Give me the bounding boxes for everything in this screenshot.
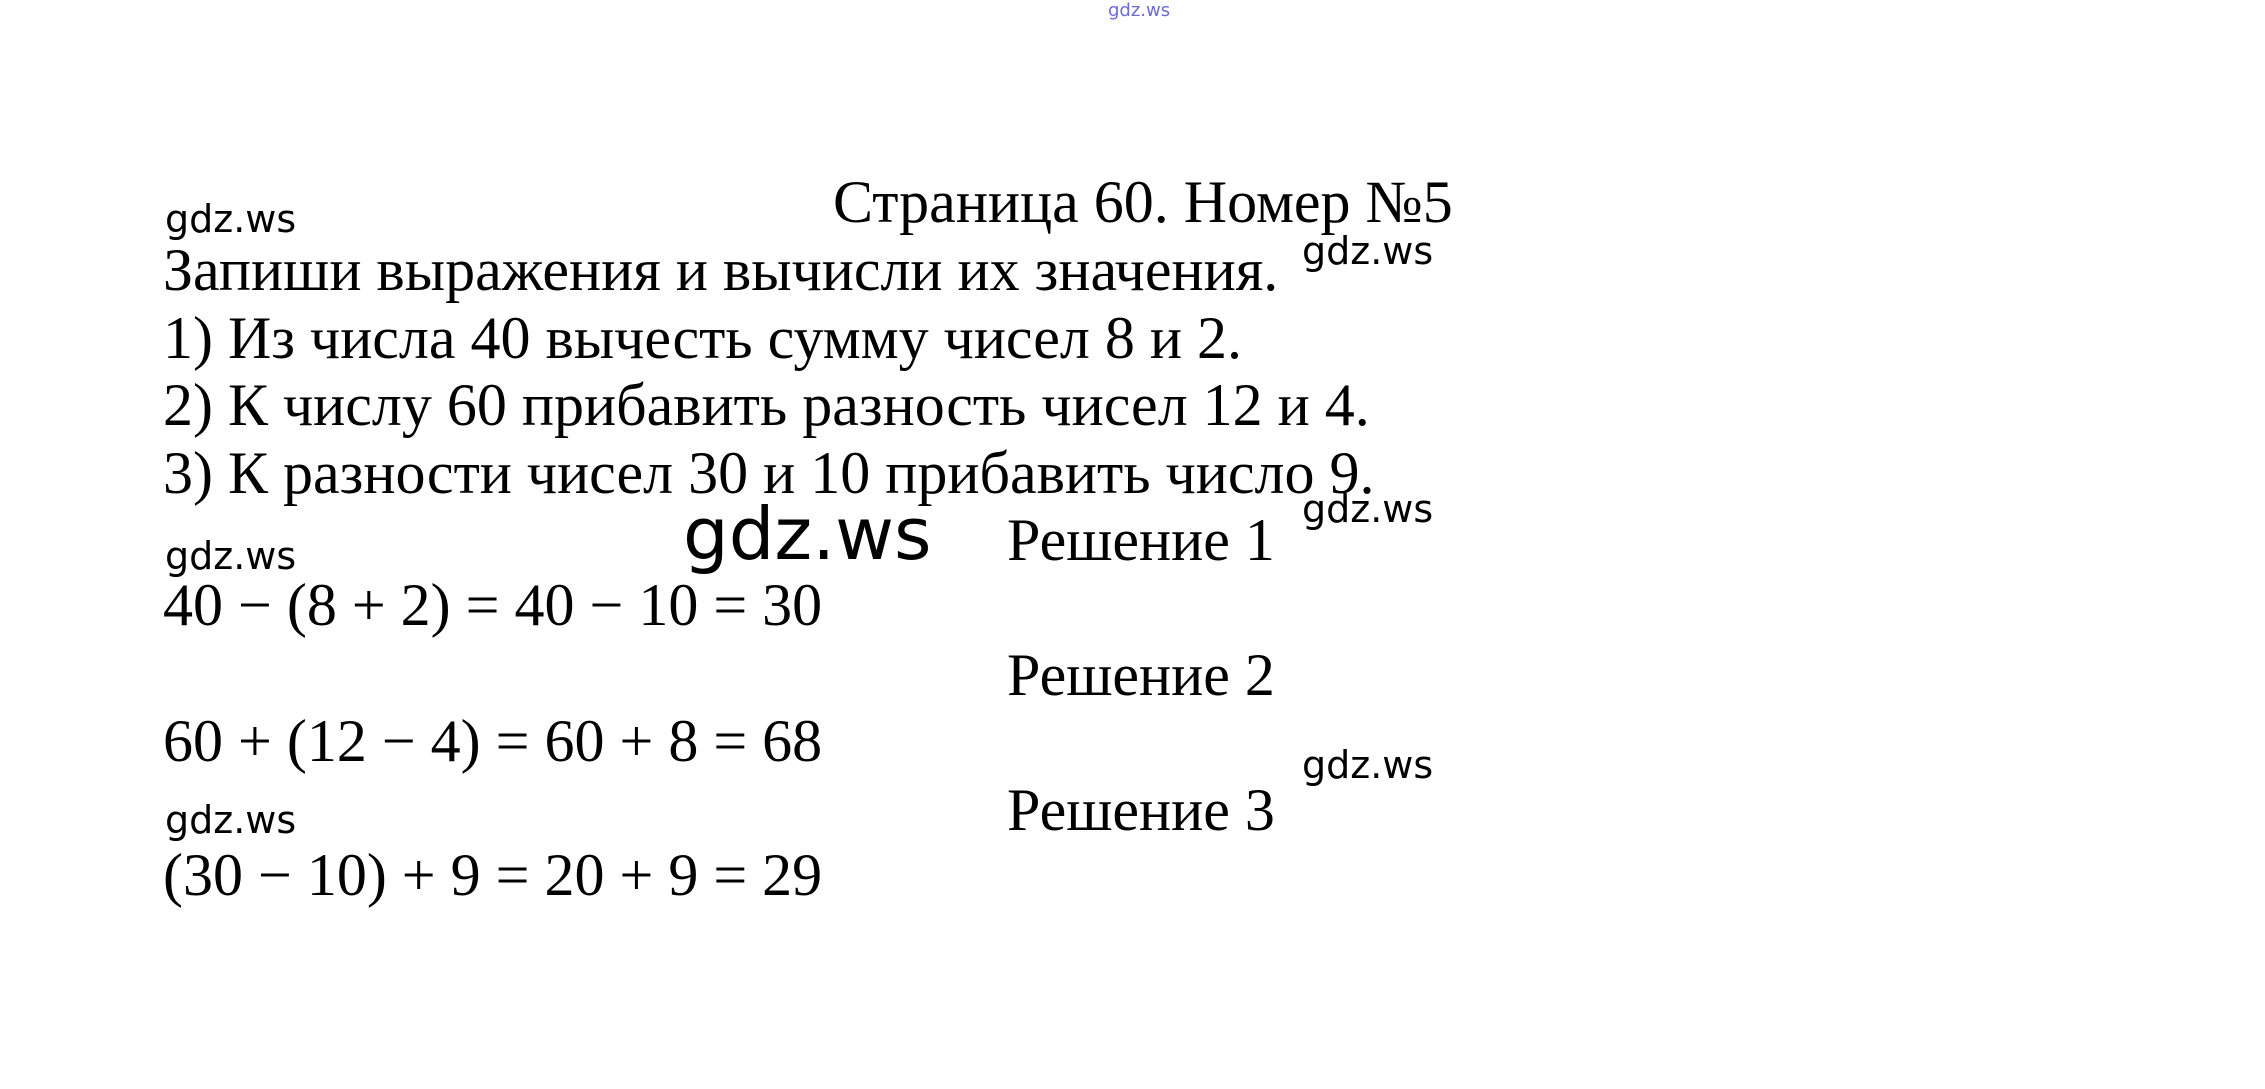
task-item: 1) Из числа 40 вычесть сумму чисел 8 и 2. <box>163 305 1242 371</box>
solution-heading: Решение 2 <box>1007 642 1275 708</box>
watermark-large: gdz.ws <box>683 492 932 576</box>
solution-expression: (30 − 10) + 9 = 20 + 9 = 29 <box>163 842 823 908</box>
task-item: 2) К числу 60 прибавить разность чисел 12 и 4. <box>163 372 1370 438</box>
solution-expression: 40 − (8 + 2) = 40 − 10 = 30 <box>163 572 823 638</box>
task-instruction: Запиши выражения и вычисли их значения. <box>163 237 1279 303</box>
solution-expression: 60 + (12 − 4) = 60 + 8 = 68 <box>163 708 823 774</box>
solution-heading: Решение 1 <box>1007 507 1275 573</box>
solution-heading: Решение 3 <box>1007 777 1275 843</box>
top-watermark: gdz.ws <box>1108 0 1171 21</box>
watermark: gdz.ws <box>1302 743 1434 787</box>
task-item: 3) К разности чисел 30 и 10 прибавить число 9. <box>163 440 1375 506</box>
page-title: Страница 60. Номер №5 <box>833 169 1453 235</box>
watermark: gdz.ws <box>165 197 297 241</box>
watermark: gdz.ws <box>1302 487 1434 531</box>
watermark: gdz.ws <box>165 534 297 578</box>
watermark: gdz.ws <box>165 798 297 842</box>
watermark: gdz.ws <box>1302 229 1434 273</box>
